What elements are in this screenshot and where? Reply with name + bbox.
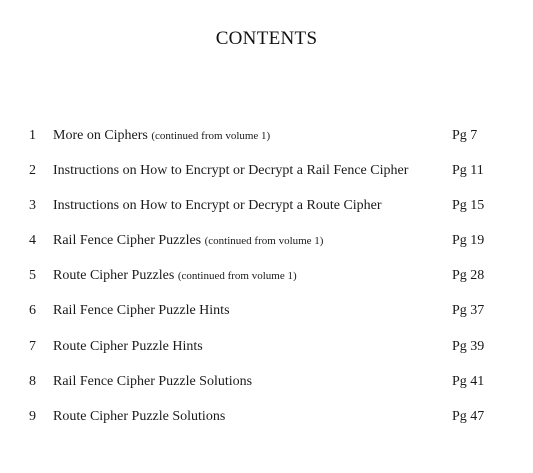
- entry-number: 1: [29, 128, 36, 143]
- entry-title-group: [53, 196, 382, 216]
- entry-title: Rail Fence Cipher Puzzle Hints: [53, 303, 230, 319]
- table-of-contents: [0, 126, 533, 442]
- entry-title: Instructions on How to Encrypt or Decrypt a Route Cipher: [53, 198, 382, 214]
- entry-number: 9: [29, 408, 36, 424]
- entry-page: Pg 41: [452, 373, 485, 389]
- entry-title-group: [53, 337, 203, 357]
- toc-entry: [0, 161, 533, 196]
- entry-note: (continued from volume 1): [151, 130, 271, 142]
- toc-entry: [0, 266, 533, 301]
- toc-entry: [0, 337, 533, 372]
- entry-title-group: [53, 301, 230, 321]
- entry-note: (continued from volume 1): [177, 270, 297, 283]
- entry-number: 4: [29, 233, 36, 249]
- page-title: CONTENTS: [215, 28, 318, 49]
- entry-title: Route Cipher Puzzle Solutions: [53, 408, 226, 424]
- toc-entry: [0, 407, 533, 442]
- entry-title: Instructions on How to Encrypt or Decrypt a Rail Fence Cipher: [53, 163, 409, 179]
- entry-number: 8: [29, 373, 36, 389]
- entry-page: Pg 37: [452, 303, 485, 319]
- entry-number: 6: [29, 303, 36, 319]
- entry-number: 7: [29, 338, 36, 354]
- entry-note: (continued from volume 1): [204, 235, 324, 248]
- toc-entry: [0, 372, 533, 407]
- entry-title-group: [53, 231, 323, 251]
- entry-page: Pg 7: [452, 128, 478, 143]
- entry-page: Pg 15: [452, 198, 485, 214]
- entry-page: Pg 11: [452, 163, 484, 179]
- entry-page: Pg 39: [452, 338, 485, 354]
- entry-number: 5: [29, 268, 36, 284]
- entry-page: Pg 19: [452, 233, 485, 249]
- entry-title-group: [53, 161, 408, 181]
- entry-title-group: [53, 372, 252, 392]
- entry-number: 3: [29, 198, 36, 214]
- entry-title-group: [53, 126, 270, 146]
- entry-title: Route Cipher Puzzles: [53, 268, 175, 284]
- entry-page: Pg 47: [452, 408, 485, 424]
- toc-entry: [0, 126, 533, 161]
- toc-entry: [0, 196, 533, 231]
- entry-title: More on Ciphers: [53, 128, 148, 143]
- entry-title: Rail Fence Cipher Puzzles: [53, 233, 202, 249]
- entry-title-group: [53, 266, 297, 286]
- entry-title: Rail Fence Cipher Puzzle Solutions: [53, 373, 253, 389]
- entry-title: Route Cipher Puzzle Hints: [53, 338, 203, 354]
- entry-title-group: [53, 407, 225, 427]
- toc-entry: [0, 231, 533, 266]
- toc-entry: [0, 301, 533, 336]
- entry-page: Pg 28: [452, 268, 485, 284]
- entry-number: 2: [29, 163, 36, 179]
